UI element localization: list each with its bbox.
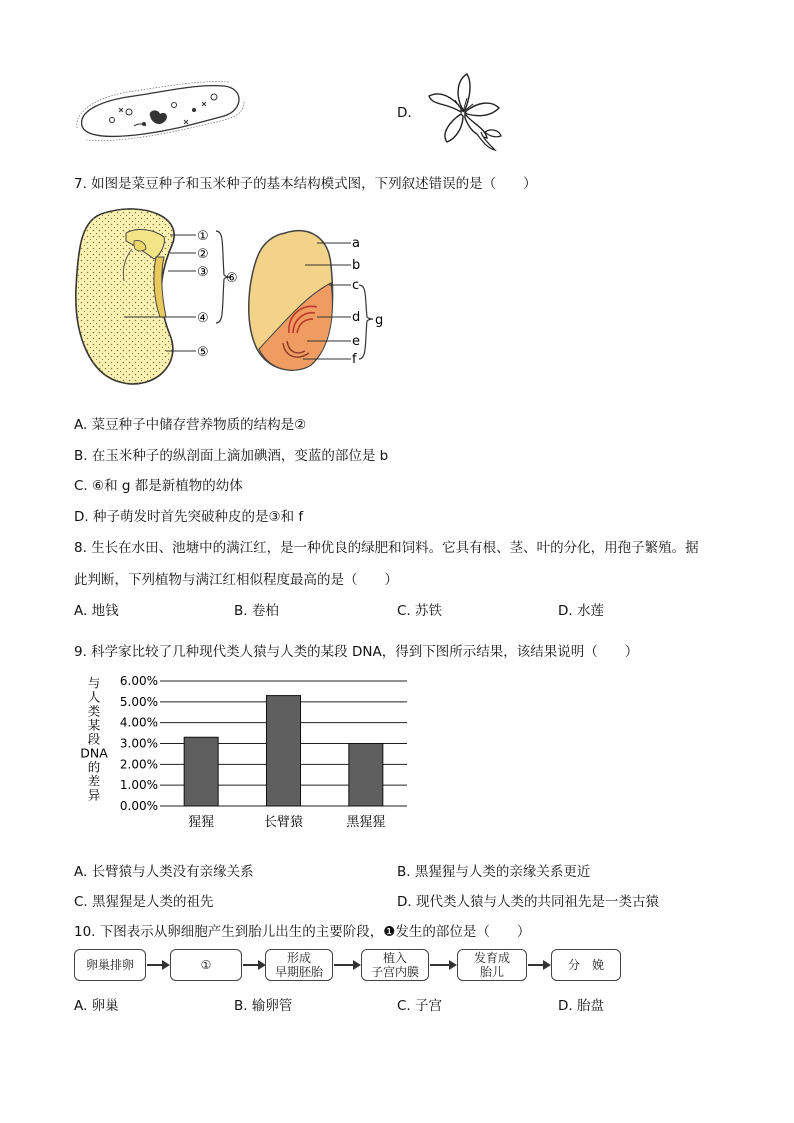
flow-step-early-embryo: 形成 早期胚胎 bbox=[265, 949, 333, 981]
q10-option-c: C. 子宫 bbox=[397, 998, 443, 1014]
q8-stem-line2: 此判断，下列植物与满江红相似程度最高的是（ ） bbox=[74, 572, 398, 588]
q8-option-a: A. 地钱 bbox=[74, 603, 119, 619]
q7-option-c: C. ⑥和 g 都是新植物的幼体 bbox=[74, 478, 243, 494]
corn-label-b: b bbox=[352, 258, 361, 273]
q7-option-d: D. 种子萌发时首先突破种皮的是③和 f bbox=[74, 509, 304, 525]
flow-step-implantation: 植入 子宫内膜 bbox=[361, 949, 429, 981]
corn-seed-diagram bbox=[245, 225, 395, 375]
flow-arrow-3 bbox=[334, 964, 354, 966]
y-tick-label: 4.00% bbox=[119, 715, 158, 730]
bean-label-2: ② bbox=[197, 247, 209, 262]
flow-step-fetus: 发育成 胎儿 bbox=[457, 949, 527, 981]
corn-label-f: f bbox=[352, 352, 357, 367]
q7-stem: 7. 如图是菜豆种子和玉米种子的基本结构模式图，下列叙述错误的是（ ） bbox=[74, 176, 537, 192]
q7-option-b: B. 在玉米种子的纵剖面上滴加碘酒，变蓝的部位是 b bbox=[74, 448, 389, 464]
corn-label-g: g bbox=[375, 313, 384, 328]
corn-label-d: d bbox=[352, 310, 361, 325]
q10-stem: 10. 下图表示从卵细胞产生到胎儿出生的主要阶段，❶发生的部位是（ ） bbox=[74, 924, 531, 940]
corn-label-c: c bbox=[352, 278, 360, 293]
q9-stem: 9. 科学家比较了几种现代类人猿与人类的某段 DNA，得到下图所示结果，该结果说明（ ） bbox=[74, 644, 639, 660]
flow-step-delivery: 分 娩 bbox=[551, 949, 621, 981]
bean-label-6: ⑥ bbox=[226, 271, 238, 286]
bean-label-4: ④ bbox=[197, 311, 209, 326]
y-tick-label: 3.00% bbox=[119, 736, 158, 751]
x-category-label: 黑猩猩 bbox=[346, 815, 386, 830]
bean-label-3: ③ bbox=[197, 265, 209, 280]
q8-stem-line1: 8. 生长在水田、池塘中的满江红，是一种优良的绿肥和饲料。它具有根、茎、叶的分化，用孢子繁殖。据 bbox=[74, 540, 699, 556]
q10-option-b: B. 输卵管 bbox=[234, 998, 293, 1014]
y-tick-label: 0.00% bbox=[119, 799, 158, 813]
y-axis-label-char: 差 bbox=[87, 773, 101, 789]
q9-option-c: C. 黑猩猩是人类的祖先 bbox=[74, 894, 214, 910]
flow-arrow-5 bbox=[528, 964, 544, 966]
y-axis-label-char: 段 bbox=[87, 731, 101, 747]
y-axis-label-char: 与 bbox=[87, 675, 101, 691]
q6-option-d-letter: D. bbox=[397, 105, 412, 121]
y-axis-label-char: 的 bbox=[87, 759, 101, 775]
y-axis-label-char: 类 bbox=[87, 703, 101, 719]
flow-arrow-1 bbox=[147, 964, 163, 966]
corn-label-e: e bbox=[352, 334, 360, 349]
bean-seed-diagram bbox=[74, 205, 244, 390]
q9-option-b: B. 黑猩猩与人类的亲缘关系更近 bbox=[397, 864, 591, 880]
bar-1 bbox=[184, 737, 218, 806]
flow-step-ovulation: 卵巢排卵 bbox=[74, 949, 146, 981]
lily-flower-image bbox=[425, 72, 505, 152]
q8-option-c: C. 苏铁 bbox=[397, 603, 443, 619]
flow-step-1: ① bbox=[170, 949, 242, 981]
y-tick-label: 1.00% bbox=[119, 778, 158, 793]
bar-3 bbox=[349, 744, 383, 807]
q8-option-d: D. 水莲 bbox=[558, 603, 604, 619]
q9-option-d: D. 现代类人猿与人类的共同祖先是一类古猿 bbox=[397, 894, 659, 910]
y-tick-label: 5.00% bbox=[119, 694, 158, 709]
bar-2 bbox=[267, 696, 301, 806]
dna-difference-bar-chart bbox=[74, 665, 414, 840]
flow-arrow-4 bbox=[430, 964, 450, 966]
bean-label-1: ① bbox=[197, 229, 209, 244]
x-category-label: 猩猩 bbox=[188, 815, 215, 830]
y-tick-label: 2.00% bbox=[119, 757, 158, 772]
flow-arrow-2 bbox=[243, 964, 259, 966]
q7-option-a: A. 菜豆种子中储存营养物质的结构是② bbox=[74, 417, 307, 433]
bean-label-5: ⑤ bbox=[197, 345, 209, 360]
corn-label-a: a bbox=[352, 236, 360, 251]
q8-option-b: B. 卷柏 bbox=[234, 603, 279, 619]
y-axis-label-char: 异 bbox=[87, 787, 101, 803]
y-tick-label: 6.00% bbox=[119, 674, 158, 688]
q9-option-a: A. 长臂猿与人类没有亲缘关系 bbox=[74, 864, 254, 880]
q10-option-a: A. 卵巢 bbox=[74, 998, 119, 1014]
y-axis-label-char: 某 bbox=[87, 717, 101, 733]
q10-option-d: D. 胎盘 bbox=[558, 998, 604, 1014]
x-category-label: 长臂猿 bbox=[263, 815, 304, 830]
paramecium-image bbox=[74, 80, 246, 142]
y-axis-label-char: 人 bbox=[87, 689, 101, 705]
y-axis-label-char: DNA bbox=[80, 745, 108, 761]
